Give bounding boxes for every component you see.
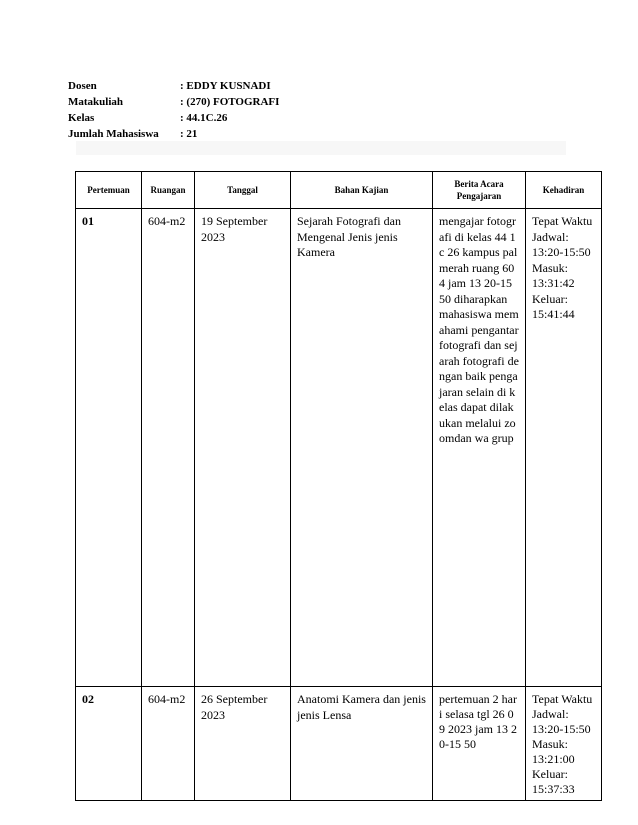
cell-tanggal: 19 September 2023: [195, 209, 291, 687]
header-tanggal: Tanggal: [195, 172, 291, 209]
cell-bahan-kajian: Anatomi Kamera dan jenis jenis Lensa: [291, 687, 433, 801]
table-header-row: [76, 172, 602, 209]
cell-bahan-kajian: Sejarah Fotografi dan Mengenal Jenis jenis Kamera: [291, 209, 433, 687]
dosen-value: : EDDY KUSNADI: [180, 80, 271, 92]
header-berita-acara: Berita Acara Pengajaran: [433, 172, 526, 209]
kelas-value: : 44.1C.26: [180, 112, 228, 124]
attendance-table: [75, 171, 602, 801]
cell-pertemuan: 01: [76, 209, 142, 687]
cell-tanggal: 26 September 2023: [195, 687, 291, 801]
table-row: [76, 209, 602, 687]
table-row: [76, 687, 602, 801]
jumlah-mahasiswa-row: [68, 126, 279, 142]
header-pertemuan: Pertemuan: [76, 172, 142, 209]
header-ruangan: Ruangan: [142, 172, 195, 209]
matakuliah-row: [68, 94, 279, 110]
kelas-label: Kelas: [68, 112, 95, 124]
divider-band: [76, 141, 566, 155]
cell-kehadiran: Tepat Waktu Jadwal: 13:20-15:50 Masuk: 13:31:42 Keluar: 15:41:44: [526, 209, 602, 687]
cell-kehadiran: Tepat Waktu Jadwal: 13:20-15:50 Masuk: 13:21:00 Keluar: 15:37:33: [526, 687, 602, 801]
dosen-label: Dosen: [68, 80, 97, 92]
matakuliah-label: Matakuliah: [68, 96, 124, 108]
jumlah-mahasiswa-label: Jumlah Mahasiswa: [68, 128, 159, 140]
cell-berita-acara: mengajar fotografi di kelas 44 1c 26 kampus palmerah ruang 604 jam 13 20-15 50 diharapkan mahasiswa memahami pengantar fotografi dan sejarah fotografi dengan baik pengajaran selain di kelas dapat dilakukan melalui zoomdan wa grup: [433, 209, 526, 687]
cell-ruangan: 604-m2: [142, 687, 195, 801]
header-kehadiran: Kehadiran: [526, 172, 602, 209]
dosen-row: [68, 78, 279, 94]
cell-pertemuan: 02: [76, 687, 142, 801]
jumlah-mahasiswa-value: : 21: [180, 128, 198, 140]
cell-ruangan: 604-m2: [142, 209, 195, 687]
header-bahan-kajian: Bahan Kajian: [291, 172, 433, 209]
matakuliah-value: : (270) FOTOGRAFI: [180, 96, 280, 108]
course-info-header: [68, 78, 279, 142]
cell-berita-acara: pertemuan 2 hari selasa tgl 26 09 2023 jam 13 20-15 50: [433, 687, 526, 801]
kelas-row: [68, 110, 279, 126]
